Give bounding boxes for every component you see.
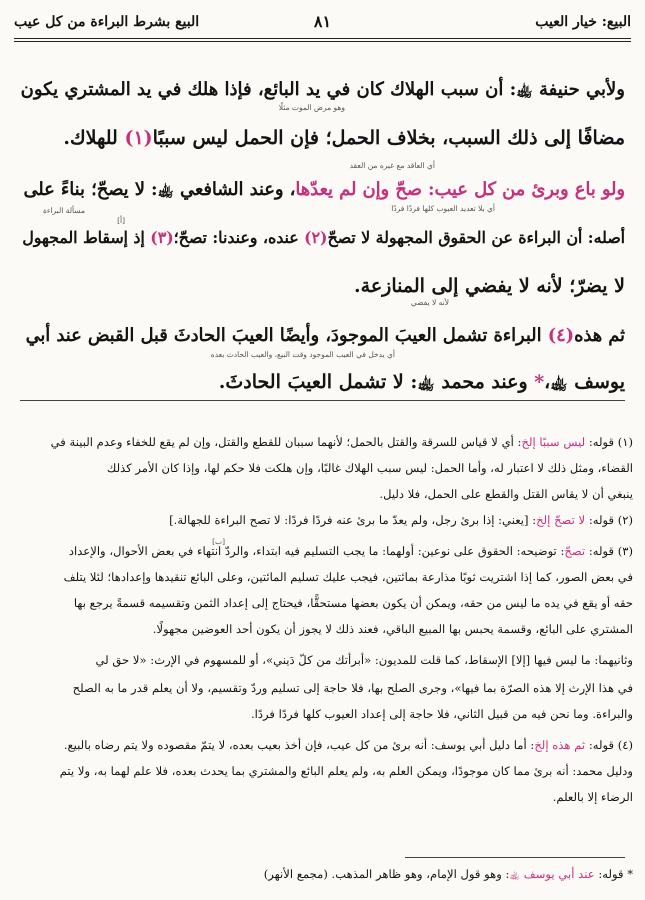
highlighted-text: (١) — [124, 127, 153, 149]
text-segment: (٣) قوله: — [585, 544, 633, 558]
note-line — [12, 460, 633, 476]
note-line — [12, 706, 633, 722]
text-segment: القضاء، ومثل ذلك لا اعتبار له، وأما الحمل: ليس سبب الهلاك غالبًا، وإن هلكت فلا حكم لها، وإذا كان الأمر كذلك — [106, 461, 633, 475]
header-rule-thin — [14, 41, 631, 42]
main-text-line — [20, 226, 625, 250]
text-segment: (٢) قوله: — [585, 513, 633, 527]
interlinear-gloss: أي يدخل في العيب الموجود وقت البيع، والعيب الحادث بعده — [210, 350, 395, 359]
note-line — [12, 543, 633, 559]
interlinear-gloss: أي العاقد مع غيره من العقد — [349, 161, 435, 170]
notes-separator — [20, 400, 625, 401]
text-segment: لا يضرّ؛ لأنه لا يفضي إلى المنازعة. — [354, 275, 625, 297]
text-segment: المشتري على البائع، وقسمة يحبس بها المبيع الباقي، فعند ذلك لا يجوز أن يكون أحد العوضين مجهولًا. — [152, 622, 633, 636]
text-segment: ولأبي حنيفة ﵀: أن سبب الهلاك كان في يد البائع، فإذا هلك في يد المشتري يكون — [20, 79, 625, 100]
text-segment: في بعض الصور، كما إذا اشتريت ثوبًا مذارعة بمائتين، فيجب عليك تسليم المائتين، وعلى البائع تنقيدها وإعدادها؛ لئلا يتلف — [63, 570, 633, 584]
text-segment: وثانيهما: ما ليس فيها [إلا] الإسقاط، كما قلت للمديون: «أبرأتك من كلّ دَيني»، أو للمسهوم في الإرث: «لا حق لي — [95, 653, 633, 667]
main-text-line — [20, 370, 625, 394]
page-header — [14, 8, 631, 38]
note-line — [12, 763, 633, 779]
text-segment: : توضيحه: الحقوق على نوعين: أولهما: ما يجب التسليم فيه ابتداء، والردّ انتهاء في بعض الأحوال، والإعداد — [68, 544, 565, 558]
note-line — [12, 569, 633, 585]
interlinear-gloss: وهو مرض الموت مثلًا — [278, 103, 345, 112]
text-segment: : [يعني: إذا برئ رجل، ولم يعدّ ما برئ عنه فردًا فردًا: لا تصح البراءة للجهالة.] — [169, 513, 537, 527]
text-segment: ، وعند الشافعي ﵀: لا يصحّ؛ بناءً على — [23, 179, 296, 200]
header-section-title: البيع بشرط البراءة من كل عيب — [14, 14, 200, 30]
text-segment: في هذا الإرث إلا هذه الصرّة بما فيها»، وجرى الصلح بها، فلا حاجة إلى تسليم وردّ وتقسيم، ولا أن يعلم قدر ما به الصلح — [72, 681, 633, 695]
text-segment: أصله: أن البراءة عن الحقوق المجهولة لا تصحّ — [327, 228, 625, 247]
text-segment: ودليل محمد: أنه برئ مما كان موجودًا، ويمكن العلم به، ولم يعلم البائع والمشتري بما يحدث بعده، فلا علم لهما به، ولا يتم — [59, 764, 633, 778]
text-segment: يوسف ﵀، — [544, 371, 625, 393]
note-line — [12, 486, 633, 502]
highlighted-text: ليس سببًا إلخ — [521, 435, 586, 449]
highlighted-text: (٢) — [304, 228, 328, 247]
highlighted-text: لا تصحّ إلخ — [536, 513, 586, 527]
text-segment: ثم هذه — [574, 325, 625, 346]
text-segment: : أي لا قياس للسرقة والقتل بالحمل؛ لأنهما سببان للقطع والقتل، وإن لم يقع للخفاء وعدم البينة في — [50, 435, 522, 449]
text-segment: الرضاء إلا بالعلم. — [552, 790, 633, 804]
main-text-line — [20, 324, 625, 348]
highlighted-text: عند أبي يوسف ﵀ — [509, 867, 595, 881]
interlinear-gloss: مسألة البراءة — [43, 206, 85, 215]
text-segment: مضافًا إلى ذلك السبب، بخلاف الحمل؛ فإن الحمل ليس سببًا — [152, 127, 625, 149]
footnote-separator — [405, 857, 625, 858]
note-line — [12, 621, 633, 637]
text-segment: حقه أو يقع في يده ما ليس من حقه، ويمكن أن يكون بعضها مستحقًّا، فيحتاج إلى إعداد الثمن وتقسيمه قسمةً يرجع بها — [73, 596, 633, 610]
interlinear-gloss: لأنه لا يفضي — [410, 298, 449, 307]
main-text-line — [20, 126, 625, 150]
interlinear-gloss: أي بلا تعديد العيوب كلها فردًا فردًا — [391, 204, 495, 213]
text-segment: ينبغي أن لا يقاس القتل والقطع على الحمل، فلا دليل. — [379, 487, 633, 501]
highlighted-text: (٤) — [547, 325, 575, 346]
text-segment: للهلاك. — [63, 127, 125, 149]
note-line — [12, 595, 633, 611]
bracket-marker: [أ] — [117, 216, 125, 225]
main-text-line — [20, 274, 625, 298]
footnote-line — [12, 866, 633, 882]
main-text-line — [20, 178, 625, 202]
text-segment: وعند محمد ﵀: لا تشمل العيبَ الحادثَ. — [218, 371, 535, 393]
highlighted-text: (٣) — [150, 228, 174, 247]
note-line — [12, 652, 633, 668]
note-line — [12, 680, 633, 696]
note-line — [12, 434, 633, 450]
note-line — [12, 789, 633, 805]
text-segment: إذ إسقاط المجهول — [22, 228, 151, 247]
highlighted-text: تصحّ — [564, 544, 586, 558]
bracket-marker: [ب] — [212, 537, 225, 546]
note-line — [12, 737, 633, 753]
text-segment: * قوله: — [594, 867, 633, 881]
page-number: ٨١ — [313, 12, 332, 31]
header-rule-thick — [14, 38, 631, 39]
text-segment: (١) قوله: — [585, 435, 633, 449]
text-segment: البراءة تشمل العيبَ الموجودَ، وأيضًا العيبَ الحادثَ قبل القبض عند أبي — [25, 325, 548, 346]
text-segment: والبراءة. وما نحن فيه من قبيل الثاني، فلا حاجة إلى إعداد العيوب كلها فردًا فردًا. — [250, 707, 633, 721]
note-line — [12, 512, 633, 528]
text-segment: عنده، وعندنا: تصحّ؛ — [173, 228, 305, 247]
highlighted-text: ولو باع وبرئ من كل عيب: صحّ وإن لم يعدّها — [295, 179, 625, 200]
header-chapter-title: البيع: خيار العيب — [535, 14, 631, 30]
highlighted-text: ثم هذه إلخ — [534, 738, 586, 752]
text-segment: (٤) قوله: — [585, 738, 633, 752]
highlighted-text: * — [534, 371, 545, 393]
text-segment: : أما دليل أبي يوسف: أنه برئ من كل عيب، فإن أخذ بعيب بعده، لا يتمّ مقصوده ولا يتم رضاه بالبيع. — [63, 738, 535, 752]
main-text-line — [20, 78, 625, 102]
text-segment: : وهو قول الإمام، وهو ظاهر المذهب. (مجمع الأنهر) — [263, 867, 510, 881]
